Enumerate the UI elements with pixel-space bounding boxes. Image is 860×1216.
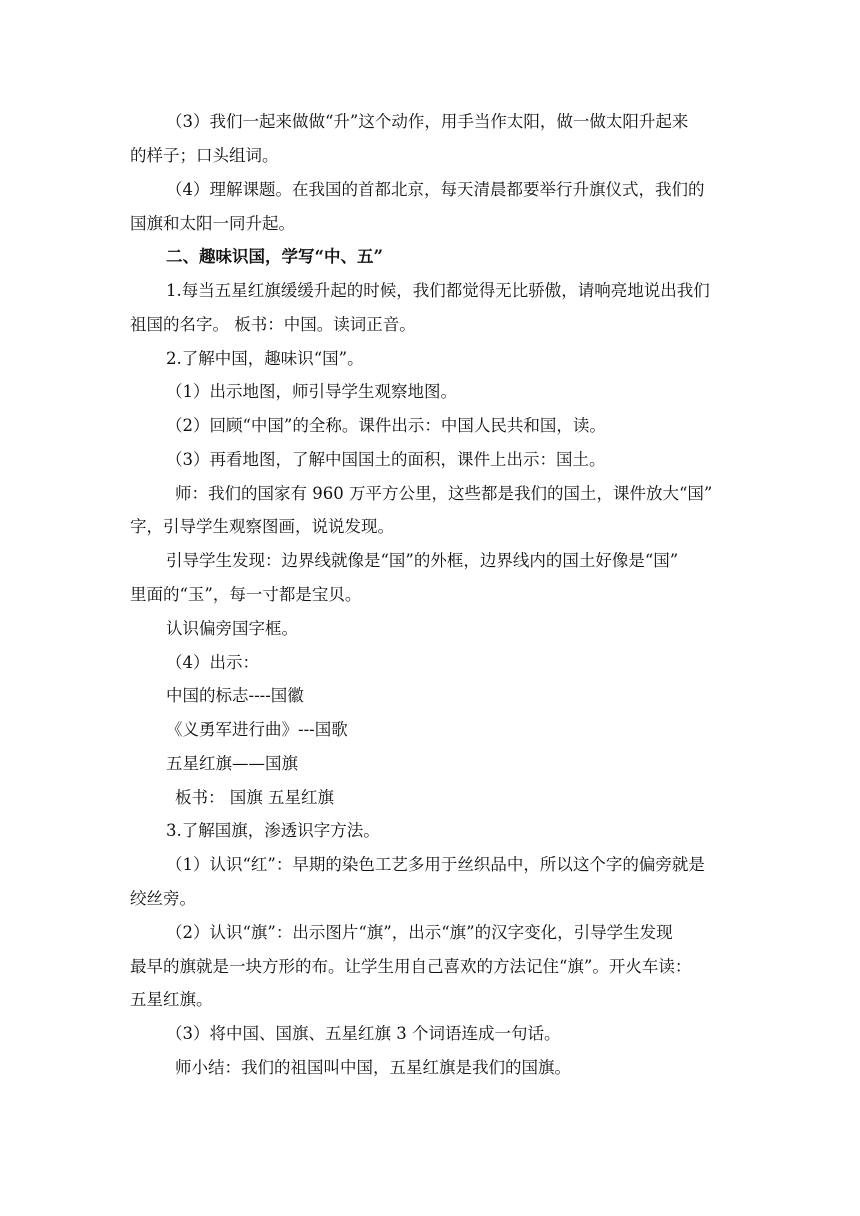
paragraph-line: 师：我们的国家有 960 万平方公里，这些都是我们的国土，课件放大“国”	[175, 484, 713, 503]
paragraph-line: 最早的旗就是一块方形的布。让学生用自己喜欢的方法记住“旗”。开火车读：	[130, 957, 692, 976]
paragraph-line: （1）出示地图，师引导学生观察地图。	[166, 382, 457, 401]
paragraph-line: 五星红旗——国旗	[166, 754, 298, 773]
paragraph-line: 师小结：我们的祖国叫中国，五星红旗是我们的国旗。	[175, 1058, 571, 1077]
paragraph-line: 中国的标志----国徽	[166, 686, 304, 705]
paragraph-line: （2）认识“旗”：出示图片“旗”，出示“旗”的汉字变化，引导学生发现	[166, 923, 673, 942]
paragraph-line: （3）再看地图，了解中国国土的面积，课件上出示：国土。	[166, 450, 606, 469]
paragraph-line: （3）将中国、国旗、五星红旗 3 个词语连成一句话。	[166, 1024, 561, 1043]
paragraph-line: （1）认识“红”：早期的染色工艺多用于丝织品中，所以这个字的偏旁就是	[166, 855, 705, 874]
paragraph-line: （4）理解课题。在我国的首都北京，每天清晨都要举行升旗仪式，我们的	[166, 180, 705, 199]
paragraph-line: 引导学生发现：边界线就像是“国”的外框，边界线内的国土好像是“国”	[166, 551, 679, 570]
paragraph-line: 祖国的名字。 板书：中国。读词正音。	[130, 315, 416, 334]
paragraph-line: 2.了解中国，趣味识“国”。	[166, 349, 364, 368]
paragraph-line: 板书： 国旗 五星红旗	[175, 788, 334, 807]
paragraph-line: 里面的“玉”，每一寸都是宝贝。	[130, 585, 362, 604]
paragraph-line: 的样子；口头组词。	[130, 146, 279, 165]
paragraph-line: （4）出示：	[166, 653, 259, 672]
paragraph-line: 国旗和太阳一同升起。	[130, 214, 295, 233]
paragraph-line: 1.每当五星红旗缓缓升起的时候，我们都觉得无比骄傲，请响亮地说出我们	[166, 281, 710, 300]
paragraph-line: 字，引导学生观察图画，说说发现。	[130, 517, 394, 536]
paragraph-line: （3）我们一起来做做“升”这个动作，用手当作太阳，做一做太阳升起来	[166, 112, 689, 131]
paragraph-line: 绞丝旁。	[130, 889, 196, 908]
section-heading: 二、趣味识国，学写“中、五”	[166, 247, 383, 266]
paragraph-line: 3.了解国旗，渗透识字方法。	[166, 821, 380, 840]
paragraph-line: 认识偏旁国字框。	[166, 619, 298, 638]
paragraph-line: 五星红旗。	[130, 990, 213, 1009]
paragraph-line: 《义勇军进行曲》---国歌	[166, 720, 348, 739]
paragraph-line: （2）回顾“中国”的全称。课件出示：中国人民共和国，读。	[166, 416, 606, 435]
